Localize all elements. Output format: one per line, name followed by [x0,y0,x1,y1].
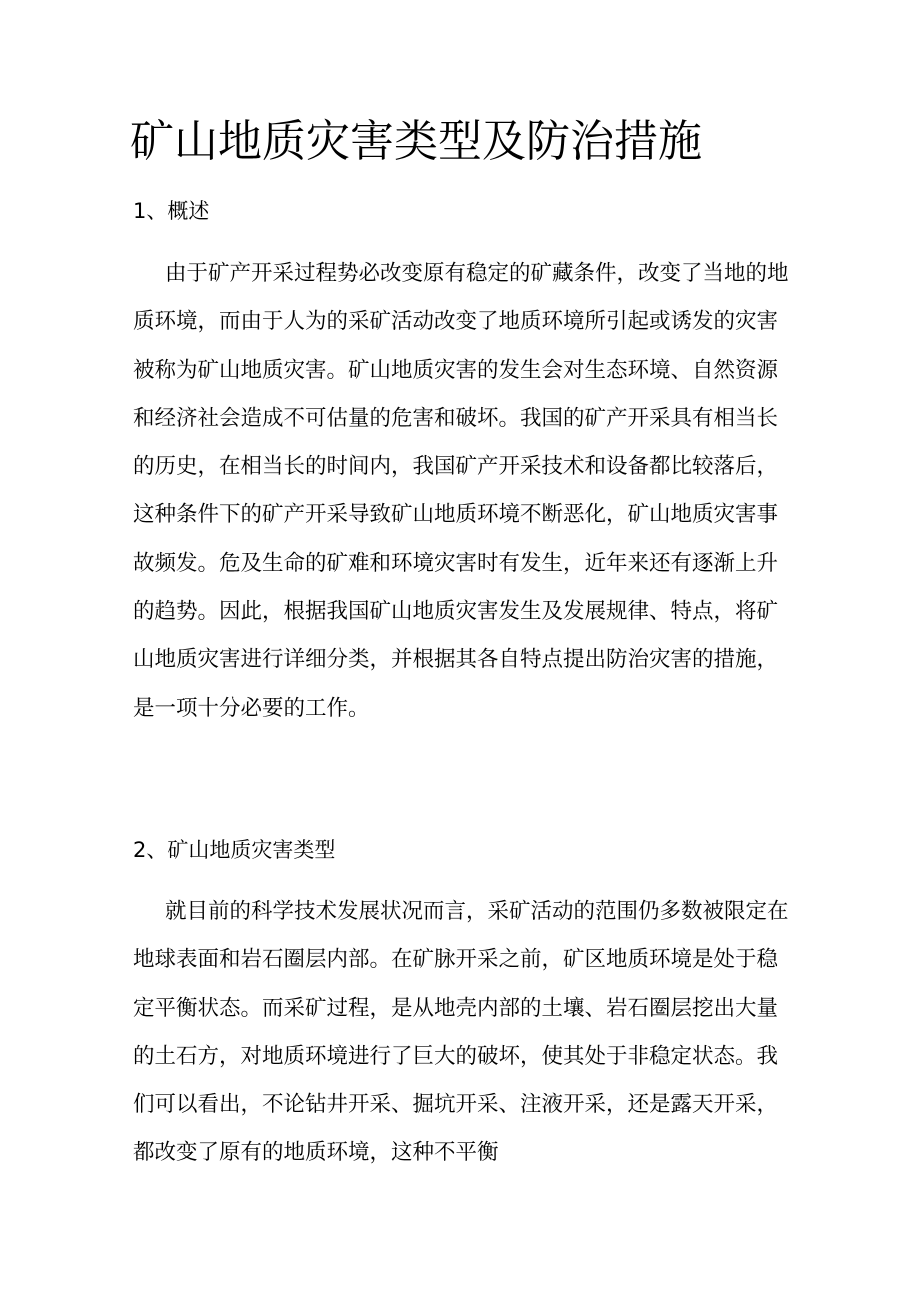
section-heading-disaster-types: 2、矿山地质灾害类型 [133,838,336,862]
paragraph-disaster-types [133,888,813,1178]
paragraph-line: 质环境，而由于人为的采矿活动改变了地质环境所引起或诱发的灾害 [133,309,779,335]
document-title: 矿山地质灾害类型及防治措施 [130,116,702,167]
paragraph-line: 被称为矿山地质灾害。矿山地质灾害的发生会对生态环境、自然资源 [133,357,779,383]
paragraph-line: 由于矿产开采过程势必改变原有稳定的矿藏条件，改变了当地的地 [165,261,789,286]
paragraph-line: 是一项十分必要的工作。 [133,695,370,721]
paragraph-overview [133,250,813,733]
paragraph-line: 定平衡状态。而采矿过程，是从地壳内部的土壤、岩石圈层挖出大量 [133,995,779,1021]
section-heading-overview: 1、概述 [133,199,210,223]
paragraph-line: 的历史，在相当长的时间内，我国矿产开采技术和设备都比较落后， [133,454,779,480]
paragraph-line: 的土石方，对地质环境进行了巨大的破坏，使其处于非稳定状态。我 [133,1043,779,1069]
paragraph-line: 山地质灾害进行详细分类，并根据其各自特点提出防治灾害的措施， [133,647,779,673]
paragraph-line: 的趋势。因此，根据我国矿山地质灾害发生及发展规律、特点，将矿 [133,599,779,625]
paragraph-line: 都改变了原有的地质环境，这种不平衡 [133,1140,499,1166]
paragraph-line: 故频发。危及生命的矿难和环境灾害时有发生，近年来还有逐渐上升 [133,550,779,576]
paragraph-line: 这种条件下的矿产开采导致矿山地质环境不断恶化，矿山地质灾害事 [133,502,779,528]
paragraph-line: 地球表面和岩石圈层内部。在矿脉开采之前，矿区地质环境是处于稳 [133,947,779,973]
paragraph-line: 们可以看出，不论钻井开采、掘坑开采、注液开采，还是露天开采， [133,1092,779,1118]
paragraph-line: 和经济社会造成不可估量的危害和破坏。我国的矿产开采具有相当长 [133,405,779,431]
paragraph-line: 就目前的科学技术发展状况而言，采矿活动的范围仍多数被限定在 [165,899,789,924]
